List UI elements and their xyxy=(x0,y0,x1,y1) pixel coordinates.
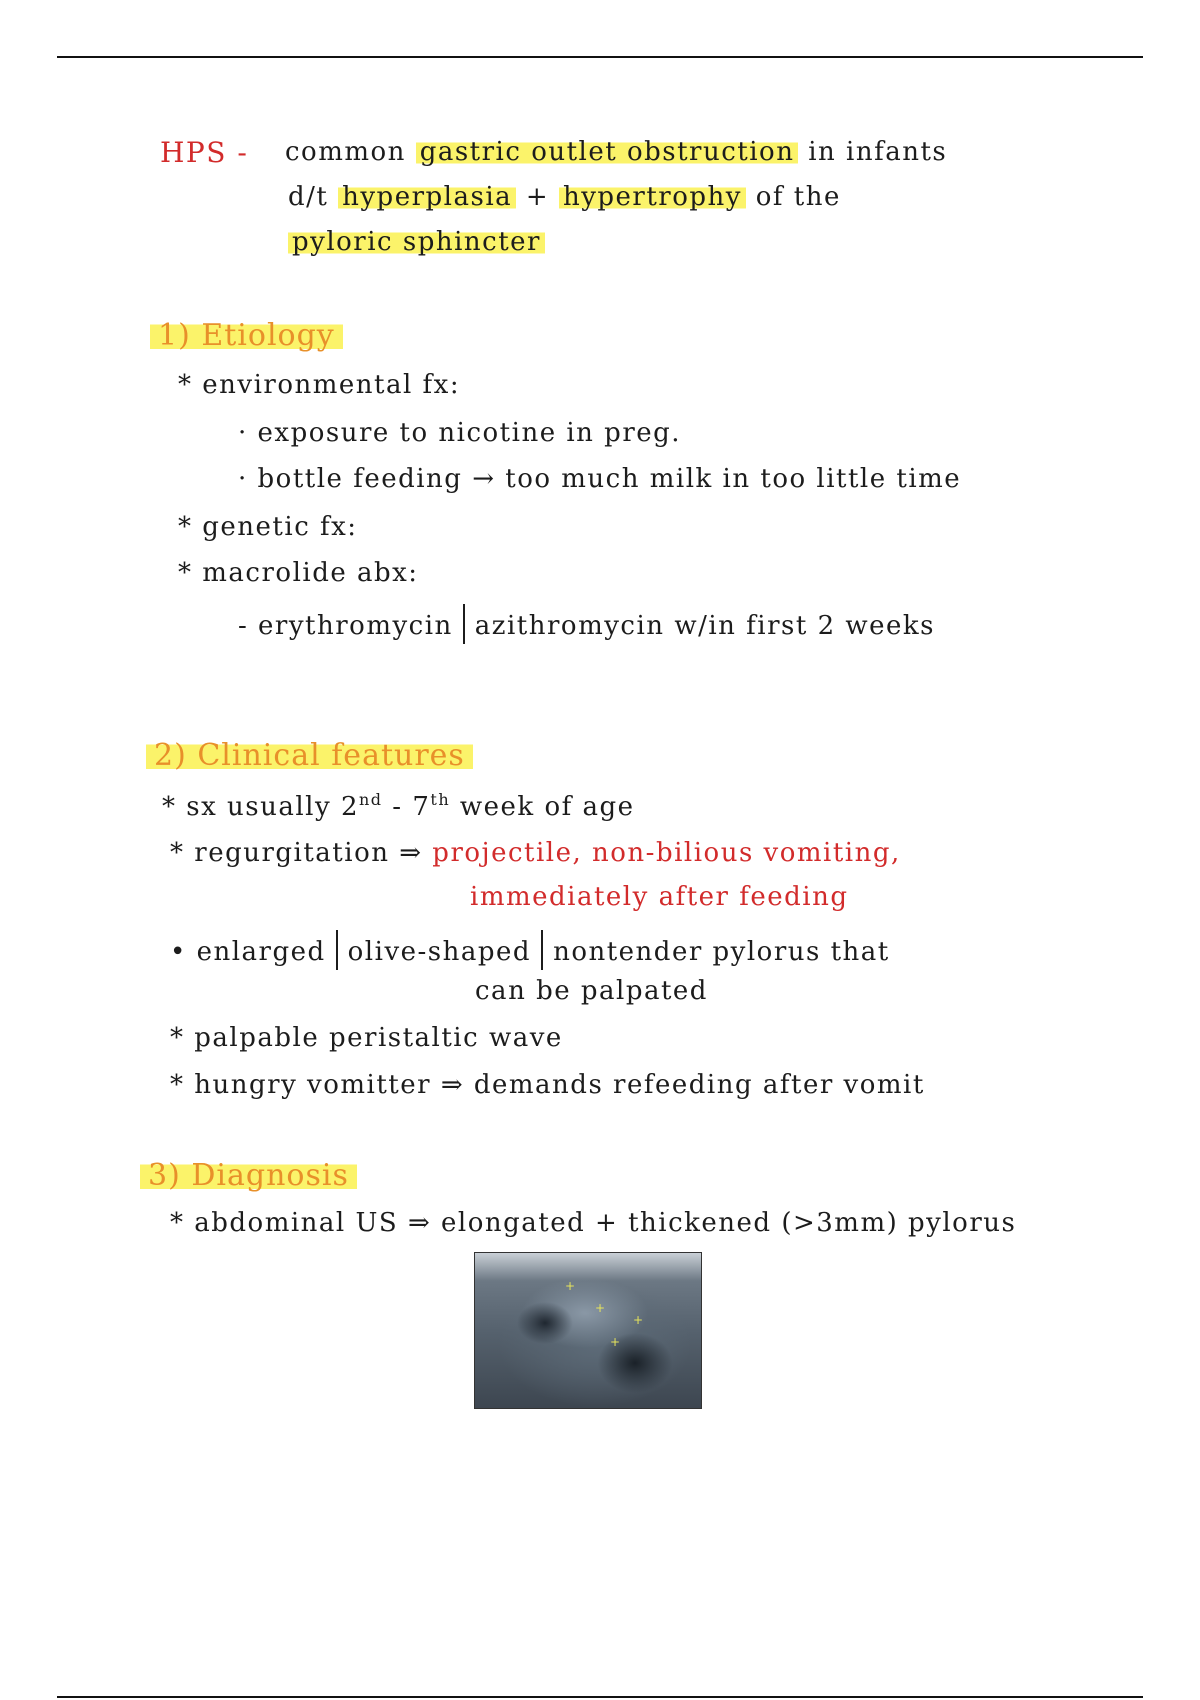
regurgitation-text: * regurgitation ⇒ xyxy=(170,838,423,868)
intro-text: + xyxy=(525,182,550,212)
intro-text: common xyxy=(285,137,406,167)
bullet-ultrasound: * abdominal US ⇒ elongated + thickened (>3mm) pylorus xyxy=(170,1208,1017,1238)
intro-line-2 xyxy=(288,182,841,212)
highlighted-term: gastric outlet obstruction xyxy=(416,137,799,167)
top-divider xyxy=(57,56,1143,58)
intro-text: d/t xyxy=(288,182,329,212)
onset-text: - 7 xyxy=(382,792,431,822)
caliper-marker: + xyxy=(595,1301,606,1315)
vomiting-continuation: immediately after feeding xyxy=(470,882,849,912)
heading-text: 1) Etiology xyxy=(150,318,343,353)
sub-bullet-bottle-feeding: · bottle feeding → too much milk in too little time xyxy=(238,464,962,494)
sub-bullet-antibiotics xyxy=(238,604,935,644)
drug-name: azithromycin w/in first 2 weeks xyxy=(474,611,936,641)
separator-bar xyxy=(463,604,465,644)
pylorus-text: olive-shaped xyxy=(347,937,532,967)
bullet-genetic: * genetic fx: xyxy=(178,512,358,542)
caliper-marker: + xyxy=(633,1313,644,1327)
highlighted-term: hypertrophy xyxy=(559,182,746,212)
pylorus-continuation: can be palpated xyxy=(475,976,708,1006)
intro-line-1 xyxy=(285,137,947,167)
onset-text: week of age xyxy=(450,792,635,822)
bullet-macrolide: * macrolide abx: xyxy=(178,558,419,588)
bullet-onset xyxy=(162,790,635,822)
caliper-marker: + xyxy=(565,1279,576,1293)
pylorus-text: • enlarged xyxy=(170,937,326,967)
sub-bullet-nicotine: · exposure to nicotine in preg. xyxy=(238,418,682,448)
hps-label: HPS - xyxy=(160,136,249,169)
section-heading-clinical xyxy=(146,738,473,773)
ultrasound-image xyxy=(474,1252,702,1409)
highlighted-term: pyloric sphincter xyxy=(288,227,545,257)
heading-text: 2) Clinical features xyxy=(146,738,473,773)
onset-text: * sx usually 2 xyxy=(162,792,359,822)
bullet-peristaltic-wave: * palpable peristaltic wave xyxy=(170,1023,563,1053)
highlighted-term: hyperplasia xyxy=(338,182,516,212)
bullet-pylorus xyxy=(170,930,890,970)
bottom-divider xyxy=(57,1696,1143,1698)
caliper-marker: + xyxy=(610,1335,621,1349)
bullet-environmental: * environmental fx: xyxy=(178,370,461,400)
pylorus-text: nontender pylorus that xyxy=(553,937,890,967)
section-heading-diagnosis xyxy=(140,1158,357,1193)
ordinal-suffix: th xyxy=(430,790,451,809)
bullet-hungry-vomiter: * hungry vomitter ⇒ demands refeeding after vomit xyxy=(170,1070,925,1100)
drug-name: - erythromycin xyxy=(238,611,453,641)
heading-text: 3) Diagnosis xyxy=(140,1158,357,1193)
section-heading-etiology xyxy=(150,318,343,353)
intro-text: of the xyxy=(755,182,841,212)
vomiting-description: projectile, non-bilious vomiting, xyxy=(432,838,901,868)
intro-text: in infants xyxy=(808,137,948,167)
ordinal-suffix: nd xyxy=(359,790,383,809)
separator-bar xyxy=(541,930,543,970)
intro-line-3 xyxy=(288,227,545,257)
separator-bar xyxy=(336,930,338,970)
bullet-regurgitation xyxy=(170,838,901,868)
